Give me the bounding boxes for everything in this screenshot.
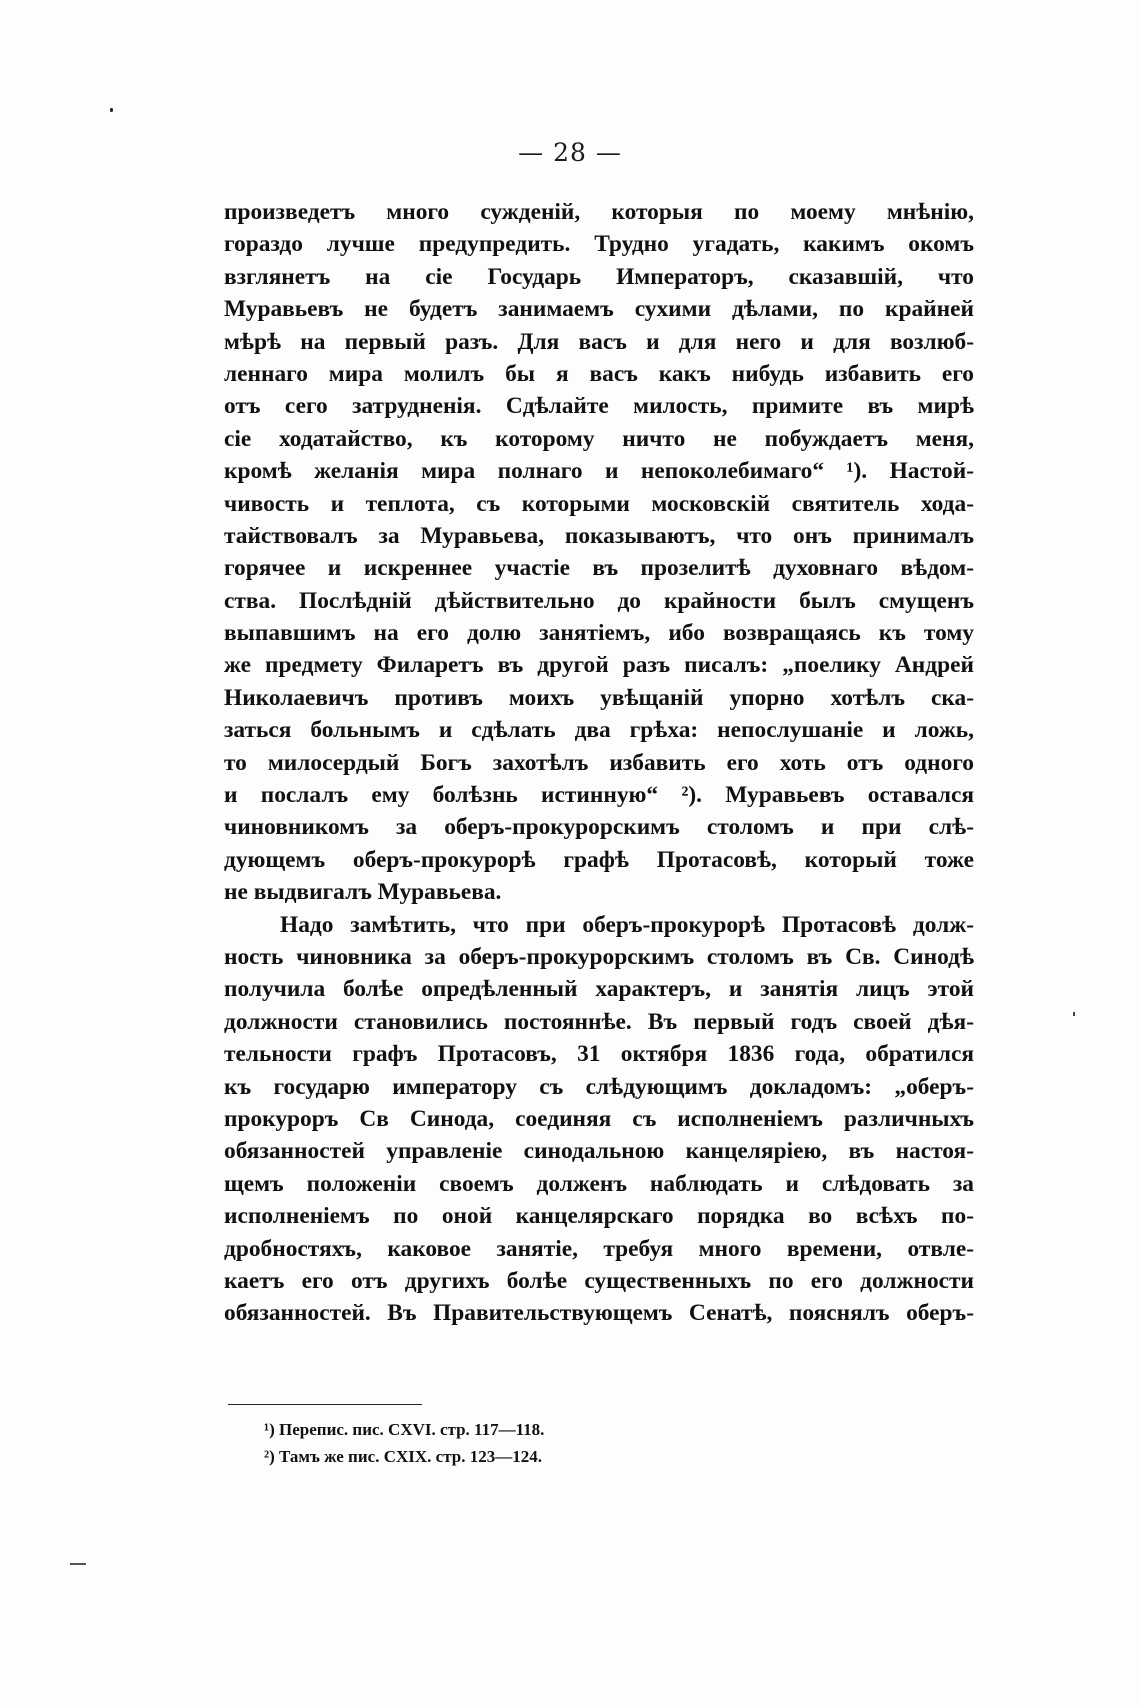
text-line: ства. Послѣдній дѣйствительно до крайности былъ смущенъ [224,587,974,614]
text-line: каетъ его отъ другихъ болѣе существенныхъ по его должности [224,1267,974,1294]
footnote-1: ¹) Перепис. пис. CXVI. стр. 117—118. [264,1420,545,1439]
text-line: то милосердый Богъ захотѣлъ избавить его хоть отъ одного [224,749,974,776]
text-line: обязанностей управленіе синодальною канцеляріею, въ настоя- [224,1138,974,1165]
print-speck [1073,1012,1075,1016]
text-line: леннаго мира молилъ бы я васъ какъ нибудь избавить его [224,360,974,387]
text-line: чиновникомъ за оберъ-прокурорскимъ столомъ и при слѣ- [224,814,974,841]
text-line: тайствовалъ за Муравьева, показываютъ, что онъ принималъ [224,522,974,549]
text-line: и послалъ ему болѣзнь истинную“ ²). Муравьевъ оставался [224,782,974,809]
text-line: заться больнымъ и сдѣлать два грѣха: непослушаніе и ложь, [224,717,974,744]
text-line: прокуроръ Св Синода, соединяя съ исполненіемъ различныхъ [224,1105,974,1132]
text-line: чивость и теплота, съ которыми московскій святитель хода- [224,490,974,517]
text-line: сіе ходатайство, къ которому ничто не побуждаетъ меня, [224,425,974,452]
page-number: — 28 — [518,138,622,167]
text-line: произведетъ много сужденій, которыя по моему мнѣнію, [224,199,974,225]
text-line: выпавшимъ на его долю занятіемъ, ибо возвращаясь къ тому [224,620,974,647]
text-line: исполненіемъ по оной канцелярскаго порядка во всѣхъ по- [224,1203,974,1230]
text-line: взглянетъ на сіе Государь Императоръ, сказавшій, что [224,263,974,290]
print-speck [70,1563,86,1565]
text-line: щемъ положеніи своемъ долженъ наблюдать и слѣдовать за [224,1170,974,1197]
paragraph-start-line: Надо замѣтить, что при оберъ-прокурорѣ Протасовѣ долж- [280,911,974,938]
text-line: мѣрѣ на первый разъ. Для васъ и для него и для возлюб- [224,328,974,355]
text-line: же предмету Филаретъ въ другой разъ писалъ: „поелику Андрей [224,652,974,679]
text-line: къ государю императору съ слѣдующимъ докладомъ: „оберъ- [224,1073,974,1100]
text-line: Муравьевъ не будетъ занимаемъ сухими дѣлами, по крайней [224,296,974,323]
print-speck [110,108,113,112]
text-line: отъ сего затрудненія. Сдѣлайте милость, примите въ мирѣ [224,393,974,420]
text-line: дробностяхъ, каковое занятіе, требуя много времени, отвле- [224,1235,974,1262]
footnote-2: ²) Тамъ же пис. CXIX. стр. 123—124. [264,1447,542,1466]
text-line: гораздо лучше предупредить. Трудно угадать, какимъ окомъ [224,231,974,258]
text-line: не выдвигалъ Муравьева. [224,879,502,906]
text-line: горячее и искреннее участіе въ прозелитѣ духовнаго вѣдом- [224,555,974,582]
text-line: ность чиновника за оберъ-прокурорскимъ столомъ въ Св. Синодѣ [224,943,974,970]
text-line: дующемъ оберъ-прокурорѣ графѣ Протасовѣ, который тоже [224,846,974,873]
text-line: Николаевичъ противъ моихъ увѣщаній упорно хотѣлъ ска- [224,684,974,711]
text-line: получила болѣе опредѣленный характеръ, и занятія лицъ этой [224,976,974,1003]
footnote-divider [228,1404,422,1405]
body-text [224,196,974,1330]
text-line: обязанностей. Въ Правительствующемъ Сенатѣ, пояснялъ оберъ- [224,1300,974,1327]
text-line: тельности графъ Протасовъ, 31 октября 1836 года, обратился [224,1041,974,1068]
footnotes [264,1416,864,1470]
text-line: кромѣ желанія мира полнаго и непоколебимаго“ ¹). Настой- [224,458,974,485]
text-line: должности становились постояннѣе. Въ первый годъ своей дѣя- [224,1008,974,1035]
